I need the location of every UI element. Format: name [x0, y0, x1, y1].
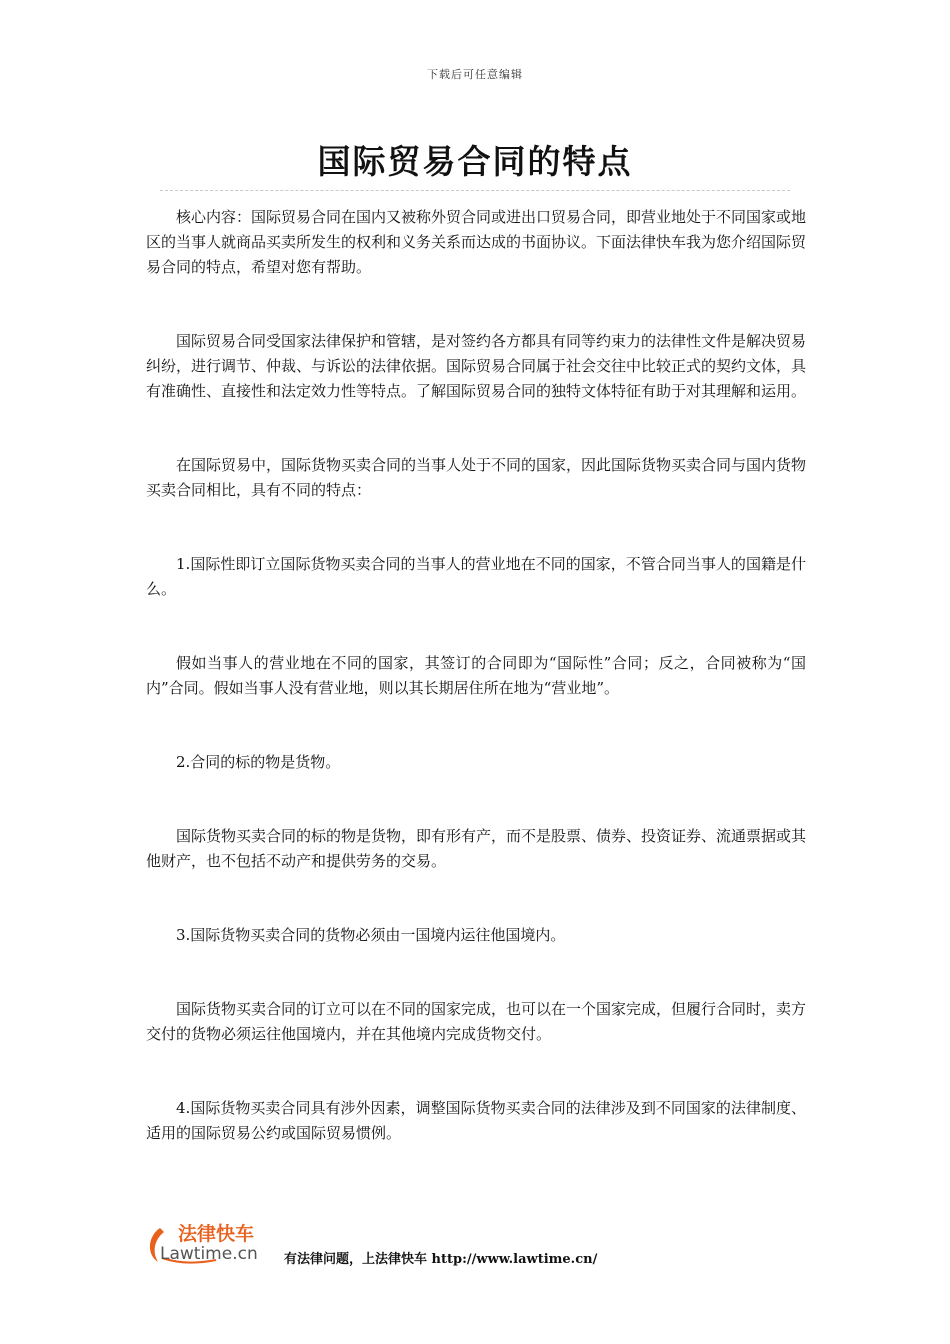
paragraph-point-2: 2.合同的标的物是货物。: [176, 753, 341, 771]
svg-text:法律快车: 法律快车: [178, 1223, 255, 1245]
document-title: 国际贸易合同的特点: [317, 142, 633, 181]
svg-text:Lawtime.cn: Lawtime.cn: [160, 1244, 258, 1264]
paragraph-intro: 核心内容：国际贸易合同在国内又被称外贸合同或进出口贸易合同，即营业地处于不同国家或地区的当事人就商品买卖所发生的权利和义务关系而达成的书面协议。下面法律快车我为您介绍国际贸易合同的特点，希望对您有帮助。: [146, 208, 807, 276]
paragraph: 国际货物买卖合同的标的物是货物，即有形有产，而不是股票、债券、投资证券、流通票据或其他财产，也不包括不动产和提供劳务的交易。: [146, 827, 807, 870]
paragraph: 假如当事人的营业地在不同的国家，其签订的合同即为“国际性”合同；反之，合同被称为“国内”合同。假如当事人没有营业地，则以其长期居住所在地为“营业地”。: [146, 654, 806, 697]
document-body: [146, 205, 806, 1146]
footer-tagline: 有法律问题，上法律快车 http://www.lawtime.cn/: [284, 1252, 598, 1267]
page-footer: [146, 1218, 806, 1268]
paragraph: 国际货物买卖合同的订立可以在不同的国家完成，也可以在一个国家完成，但履行合同时，卖方交付的货物必须运往他国境内，并在其他境内完成货物交付。: [146, 1000, 807, 1043]
paragraph: 国际贸易合同受国家法律保护和管辖，是对签约各方都具有同等约束力的法律性文件是解决贸易纠纷，进行调节、仲裁、与诉讼的法律依据。国际贸易合同属于社会交往中比较正式的契约文体，具有准确性、直接性和法定效力性等特点。了解国际贸易合同的独特文体特征有助于对其理解和运用。: [146, 332, 807, 400]
title-divider: [160, 190, 790, 191]
lawtime-logo: [146, 1218, 284, 1266]
paragraph-point-1: 1.国际性即订立国际货物买卖合同的当事人的营业地在不同的国家，不管合同当事人的国籍是什么。: [146, 555, 806, 598]
header-note: 下载后可任意编辑: [427, 68, 523, 81]
paragraph-point-4: 4.国际货物买卖合同具有涉外因素，调整国际货物买卖合同的法律涉及到不同国家的法律制度、适用的国际贸易公约或国际贸易惯例。: [146, 1099, 806, 1142]
paragraph: 在国际贸易中，国际货物买卖合同的当事人处于不同的国家，因此国际货物买卖合同与国内货物买卖合同相比，具有不同的特点：: [146, 456, 807, 499]
paragraph-point-3: 3.国际货物买卖合同的货物必须由一国境内运往他国境内。: [176, 926, 566, 944]
